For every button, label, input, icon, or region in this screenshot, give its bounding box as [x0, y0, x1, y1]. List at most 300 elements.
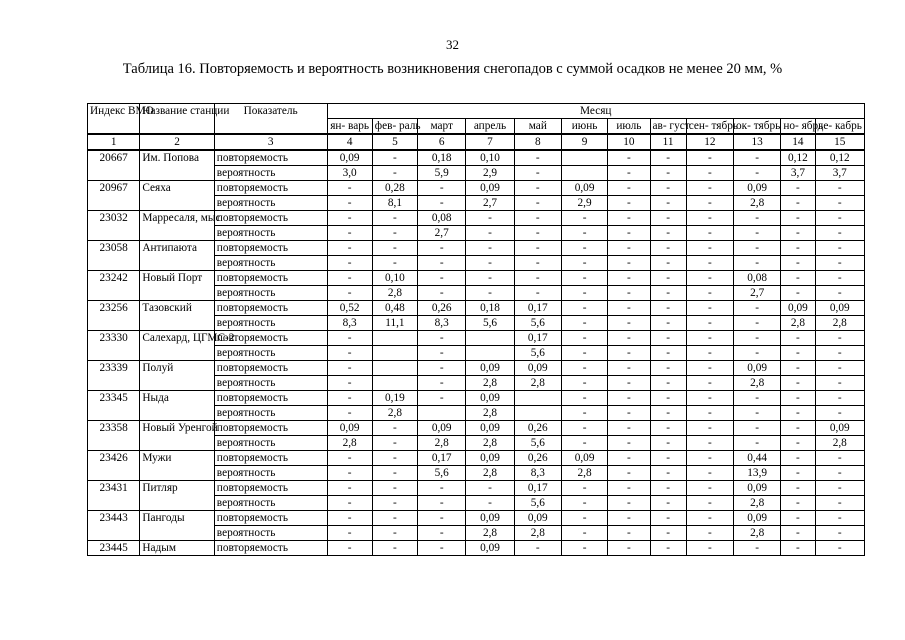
- value-cell: -: [815, 211, 864, 226]
- station-name: Сеяха: [140, 181, 214, 211]
- value-cell: -: [608, 481, 650, 496]
- header-month-1: ян- варь: [327, 119, 372, 135]
- value-cell: 0,52: [327, 301, 372, 316]
- value-cell: -: [418, 286, 466, 301]
- value-cell: -: [734, 166, 781, 181]
- value-cell: 0,17: [514, 481, 561, 496]
- value-cell: -: [608, 406, 650, 421]
- value-cell: 0,09: [561, 451, 607, 466]
- value-cell: 2,7: [418, 226, 466, 241]
- value-cell: 0,08: [734, 271, 781, 286]
- value-cell: -: [815, 526, 864, 541]
- value-cell: 0,48: [372, 301, 417, 316]
- value-cell: -: [514, 166, 561, 181]
- value-cell: -: [686, 346, 733, 361]
- value-cell: -: [608, 541, 650, 556]
- value-cell: -: [372, 421, 417, 436]
- value-cell: -: [372, 541, 417, 556]
- station-name: Им. Попова: [140, 150, 214, 181]
- table-row: [88, 211, 865, 226]
- value-cell: 0,09: [327, 421, 372, 436]
- value-cell: 3,7: [781, 166, 815, 181]
- station-index: 23431: [88, 481, 140, 511]
- value-cell: -: [686, 271, 733, 286]
- value-cell: -: [514, 286, 561, 301]
- value-cell: -: [372, 526, 417, 541]
- value-cell: 0,09: [561, 181, 607, 196]
- value-cell: -: [418, 196, 466, 211]
- value-cell: -: [686, 226, 733, 241]
- value-cell: -: [466, 286, 514, 301]
- value-cell: -: [608, 211, 650, 226]
- value-cell: -: [418, 481, 466, 496]
- indicator-cell: вероятность: [214, 496, 327, 511]
- value-cell: -: [686, 331, 733, 346]
- table-row: [88, 241, 865, 256]
- value-cell: -: [686, 436, 733, 451]
- value-cell: -: [372, 481, 417, 496]
- value-cell: -: [418, 526, 466, 541]
- value-cell: 5,6: [514, 496, 561, 511]
- station-name: Питляр: [140, 481, 214, 511]
- value-cell: 0,09: [734, 481, 781, 496]
- value-cell: -: [514, 541, 561, 556]
- table-row: [88, 150, 865, 166]
- value-cell: 0,09: [466, 181, 514, 196]
- station-name: Пангоды: [140, 511, 214, 541]
- value-cell: 0,12: [815, 150, 864, 166]
- indicator-cell: повторяемость: [214, 481, 327, 496]
- value-cell: -: [561, 436, 607, 451]
- column-number: 7: [466, 134, 514, 150]
- value-cell: 2,8: [514, 526, 561, 541]
- value-cell: -: [781, 256, 815, 271]
- value-cell: -: [561, 331, 607, 346]
- value-cell: -: [608, 226, 650, 241]
- value-cell: -: [815, 331, 864, 346]
- station-index: 23242: [88, 271, 140, 301]
- value-cell: -: [561, 481, 607, 496]
- value-cell: -: [372, 511, 417, 526]
- column-number: 10: [608, 134, 650, 150]
- value-cell: -: [815, 196, 864, 211]
- value-cell: 0,09: [327, 150, 372, 166]
- value-cell: -: [686, 451, 733, 466]
- value-cell: -: [372, 256, 417, 271]
- value-cell: 0,09: [514, 511, 561, 526]
- value-cell: -: [608, 331, 650, 346]
- value-cell: 2,8: [372, 286, 417, 301]
- station-name: Салехард, ЦГМС-2: [140, 331, 214, 361]
- value-cell: -: [327, 511, 372, 526]
- value-cell: -: [327, 196, 372, 211]
- value-cell: 2,8: [734, 196, 781, 211]
- value-cell: -: [686, 391, 733, 406]
- value-cell: -: [372, 496, 417, 511]
- value-cell: -: [650, 511, 686, 526]
- value-cell: -: [734, 436, 781, 451]
- station-index: 23032: [88, 211, 140, 241]
- value-cell: [561, 150, 607, 166]
- value-cell: 0,08: [418, 211, 466, 226]
- value-cell: 0,09: [781, 301, 815, 316]
- station-name: Ныда: [140, 391, 214, 421]
- table-caption: Таблица 16. Повторяемость и вероятность возникновения снегопадов с суммой осадков не менее 20 мм, %: [122, 61, 783, 77]
- value-cell: -: [686, 166, 733, 181]
- indicator-cell: повторяемость: [214, 511, 327, 526]
- value-cell: 11,1: [372, 316, 417, 331]
- value-cell: -: [561, 226, 607, 241]
- value-cell: -: [650, 256, 686, 271]
- value-cell: -: [561, 421, 607, 436]
- value-cell: 5,6: [514, 316, 561, 331]
- value-cell: -: [418, 331, 466, 346]
- value-cell: -: [781, 496, 815, 511]
- table-row: [88, 421, 865, 436]
- value-cell: -: [561, 511, 607, 526]
- value-cell: -: [561, 346, 607, 361]
- value-cell: -: [608, 526, 650, 541]
- indicator-cell: повторяемость: [214, 301, 327, 316]
- station-index: 23339: [88, 361, 140, 391]
- value-cell: -: [561, 406, 607, 421]
- value-cell: 2,9: [561, 196, 607, 211]
- value-cell: -: [418, 391, 466, 406]
- value-cell: -: [734, 391, 781, 406]
- value-cell: -: [327, 451, 372, 466]
- value-cell: 0,09: [514, 361, 561, 376]
- table-body: [88, 150, 865, 556]
- value-cell: -: [650, 496, 686, 511]
- value-cell: 0,09: [466, 451, 514, 466]
- value-cell: -: [781, 241, 815, 256]
- value-cell: -: [561, 286, 607, 301]
- value-cell: -: [650, 301, 686, 316]
- station-index: 23256: [88, 301, 140, 331]
- value-cell: -: [650, 226, 686, 241]
- value-cell: -: [781, 286, 815, 301]
- station-name: Новый Уренгой: [140, 421, 214, 451]
- value-cell: -: [781, 181, 815, 196]
- indicator-cell: повторяемость: [214, 211, 327, 226]
- value-cell: -: [650, 466, 686, 481]
- indicator-cell: вероятность: [214, 526, 327, 541]
- value-cell: -: [466, 256, 514, 271]
- value-cell: -: [372, 241, 417, 256]
- station-name: Тазовский: [140, 301, 214, 331]
- value-cell: -: [327, 466, 372, 481]
- value-cell: -: [608, 511, 650, 526]
- value-cell: 2,8: [418, 436, 466, 451]
- value-cell: -: [686, 496, 733, 511]
- value-cell: -: [608, 346, 650, 361]
- value-cell: 3,0: [327, 166, 372, 181]
- table-row: [88, 511, 865, 526]
- value-cell: -: [650, 331, 686, 346]
- value-cell: -: [815, 391, 864, 406]
- value-cell: 5,6: [514, 346, 561, 361]
- value-cell: 0,26: [514, 421, 561, 436]
- value-cell: -: [608, 286, 650, 301]
- column-number: 14: [781, 134, 815, 150]
- value-cell: -: [815, 346, 864, 361]
- value-cell: -: [650, 181, 686, 196]
- value-cell: -: [327, 226, 372, 241]
- value-cell: -: [815, 451, 864, 466]
- indicator-cell: вероятность: [214, 436, 327, 451]
- value-cell: 0,09: [734, 511, 781, 526]
- value-cell: 3,7: [815, 166, 864, 181]
- station-name: Надым: [140, 541, 214, 556]
- value-cell: -: [686, 286, 733, 301]
- value-cell: -: [734, 150, 781, 166]
- value-cell: -: [650, 481, 686, 496]
- header-month-5: май: [514, 119, 561, 135]
- indicator-cell: вероятность: [214, 466, 327, 481]
- value-cell: -: [514, 211, 561, 226]
- value-cell: -: [686, 211, 733, 226]
- value-cell: -: [608, 496, 650, 511]
- value-cell: -: [781, 211, 815, 226]
- value-cell: 2,9: [466, 166, 514, 181]
- value-cell: -: [781, 361, 815, 376]
- value-cell: 0,09: [815, 421, 864, 436]
- value-cell: -: [418, 361, 466, 376]
- value-cell: [514, 406, 561, 421]
- value-cell: -: [686, 406, 733, 421]
- value-cell: -: [650, 451, 686, 466]
- value-cell: 0,19: [372, 391, 417, 406]
- value-cell: -: [734, 346, 781, 361]
- value-cell: -: [815, 376, 864, 391]
- value-cell: -: [650, 361, 686, 376]
- table-row: [88, 361, 865, 376]
- value-cell: -: [561, 271, 607, 286]
- value-cell: -: [466, 481, 514, 496]
- value-cell: -: [650, 391, 686, 406]
- value-cell: -: [608, 181, 650, 196]
- value-cell: -: [418, 376, 466, 391]
- value-cell: -: [561, 526, 607, 541]
- station-index: 20967: [88, 181, 140, 211]
- header-month-3: март: [418, 119, 466, 135]
- value-cell: -: [650, 346, 686, 361]
- page-number: 32: [446, 37, 459, 52]
- value-cell: -: [686, 316, 733, 331]
- value-cell: -: [327, 331, 372, 346]
- value-cell: [372, 361, 417, 376]
- value-cell: 2,8: [327, 436, 372, 451]
- value-cell: 0,09: [466, 391, 514, 406]
- value-cell: 5,6: [466, 316, 514, 331]
- value-cell: -: [815, 481, 864, 496]
- value-cell: -: [372, 466, 417, 481]
- value-cell: 0,26: [514, 451, 561, 466]
- value-cell: -: [418, 511, 466, 526]
- header-month: Месяц: [327, 104, 865, 119]
- station-name: Антипаюта: [140, 241, 214, 271]
- value-cell: -: [650, 376, 686, 391]
- value-cell: -: [781, 436, 815, 451]
- value-cell: -: [327, 496, 372, 511]
- value-cell: -: [514, 150, 561, 166]
- value-cell: -: [686, 256, 733, 271]
- value-cell: -: [561, 541, 607, 556]
- value-cell: -: [466, 271, 514, 286]
- value-cell: 0,17: [418, 451, 466, 466]
- value-cell: -: [686, 181, 733, 196]
- value-cell: -: [608, 451, 650, 466]
- value-cell: 0,10: [466, 150, 514, 166]
- value-cell: -: [608, 361, 650, 376]
- value-cell: 0,09: [466, 421, 514, 436]
- value-cell: -: [514, 226, 561, 241]
- value-cell: -: [466, 211, 514, 226]
- value-cell: -: [418, 256, 466, 271]
- value-cell: -: [608, 376, 650, 391]
- value-cell: -: [608, 271, 650, 286]
- value-cell: 0,26: [418, 301, 466, 316]
- value-cell: -: [561, 241, 607, 256]
- value-cell: -: [514, 181, 561, 196]
- value-cell: 2,8: [466, 436, 514, 451]
- value-cell: -: [734, 421, 781, 436]
- value-cell: -: [418, 496, 466, 511]
- value-cell: -: [372, 211, 417, 226]
- column-number: 6: [418, 134, 466, 150]
- value-cell: -: [608, 466, 650, 481]
- station-index: 23058: [88, 241, 140, 271]
- value-cell: -: [815, 496, 864, 511]
- value-cell: 8,3: [514, 466, 561, 481]
- column-number: 3: [214, 134, 327, 150]
- value-cell: [372, 331, 417, 346]
- station-index: 23426: [88, 451, 140, 481]
- value-cell: -: [815, 286, 864, 301]
- value-cell: 2,8: [734, 376, 781, 391]
- value-cell: 2,8: [466, 406, 514, 421]
- station-name: Полуй: [140, 361, 214, 391]
- value-cell: -: [815, 541, 864, 556]
- value-cell: -: [650, 316, 686, 331]
- table-row: [88, 271, 865, 286]
- value-cell: 13,9: [734, 466, 781, 481]
- value-cell: -: [561, 301, 607, 316]
- header-month-2: фев- раль: [372, 119, 417, 135]
- value-cell: -: [561, 361, 607, 376]
- value-cell: -: [815, 226, 864, 241]
- value-cell: -: [650, 421, 686, 436]
- value-cell: -: [734, 541, 781, 556]
- header-month-11: но- ябрь: [781, 119, 815, 135]
- value-cell: -: [608, 166, 650, 181]
- value-cell: -: [418, 181, 466, 196]
- value-cell: 2,8: [561, 466, 607, 481]
- table-row: [88, 331, 865, 346]
- value-cell: 2,8: [466, 466, 514, 481]
- value-cell: -: [514, 241, 561, 256]
- value-cell: -: [327, 361, 372, 376]
- value-cell: -: [608, 436, 650, 451]
- value-cell: 2,8: [734, 526, 781, 541]
- value-cell: 8,3: [418, 316, 466, 331]
- value-cell: [372, 376, 417, 391]
- value-cell: -: [686, 526, 733, 541]
- value-cell: -: [561, 211, 607, 226]
- value-cell: -: [734, 331, 781, 346]
- value-cell: -: [327, 256, 372, 271]
- value-cell: 8,3: [327, 316, 372, 331]
- indicator-cell: повторяемость: [214, 451, 327, 466]
- value-cell: -: [781, 481, 815, 496]
- value-cell: -: [781, 466, 815, 481]
- indicator-cell: вероятность: [214, 226, 327, 241]
- value-cell: 0,17: [514, 301, 561, 316]
- station-index: 23443: [88, 511, 140, 541]
- value-cell: -: [608, 241, 650, 256]
- value-cell: -: [734, 226, 781, 241]
- value-cell: -: [327, 211, 372, 226]
- value-cell: -: [686, 376, 733, 391]
- value-cell: -: [327, 181, 372, 196]
- value-cell: 0,09: [815, 301, 864, 316]
- value-cell: -: [327, 391, 372, 406]
- value-cell: -: [815, 511, 864, 526]
- value-cell: 0,12: [781, 150, 815, 166]
- value-cell: -: [327, 541, 372, 556]
- value-cell: -: [561, 316, 607, 331]
- value-cell: -: [608, 421, 650, 436]
- value-cell: -: [686, 466, 733, 481]
- value-cell: 5,6: [418, 466, 466, 481]
- value-cell: -: [781, 196, 815, 211]
- value-cell: -: [561, 496, 607, 511]
- value-cell: -: [327, 406, 372, 421]
- column-number: 9: [561, 134, 607, 150]
- value-cell: -: [686, 481, 733, 496]
- value-cell: -: [372, 150, 417, 166]
- value-cell: -: [561, 376, 607, 391]
- value-cell: -: [815, 361, 864, 376]
- data-table: [87, 103, 865, 556]
- value-cell: [372, 346, 417, 361]
- value-cell: -: [815, 181, 864, 196]
- value-cell: -: [650, 166, 686, 181]
- station-name: Мужи: [140, 451, 214, 481]
- column-number: 11: [650, 134, 686, 150]
- value-cell: -: [650, 241, 686, 256]
- table-row: [88, 181, 865, 196]
- station-index: 23345: [88, 391, 140, 421]
- indicator-cell: вероятность: [214, 406, 327, 421]
- value-cell: 2,8: [466, 376, 514, 391]
- value-cell: -: [650, 526, 686, 541]
- value-cell: -: [418, 346, 466, 361]
- value-cell: 0,09: [466, 511, 514, 526]
- value-cell: -: [514, 271, 561, 286]
- value-cell: -: [781, 511, 815, 526]
- value-cell: -: [650, 286, 686, 301]
- value-cell: -: [327, 526, 372, 541]
- value-cell: [418, 406, 466, 421]
- header-month-9: сен- тябрь: [686, 119, 733, 135]
- indicator-cell: вероятность: [214, 286, 327, 301]
- value-cell: -: [608, 301, 650, 316]
- indicator-cell: вероятность: [214, 256, 327, 271]
- value-cell: -: [561, 391, 607, 406]
- indicator-cell: повторяемость: [214, 331, 327, 346]
- value-cell: 2,8: [781, 316, 815, 331]
